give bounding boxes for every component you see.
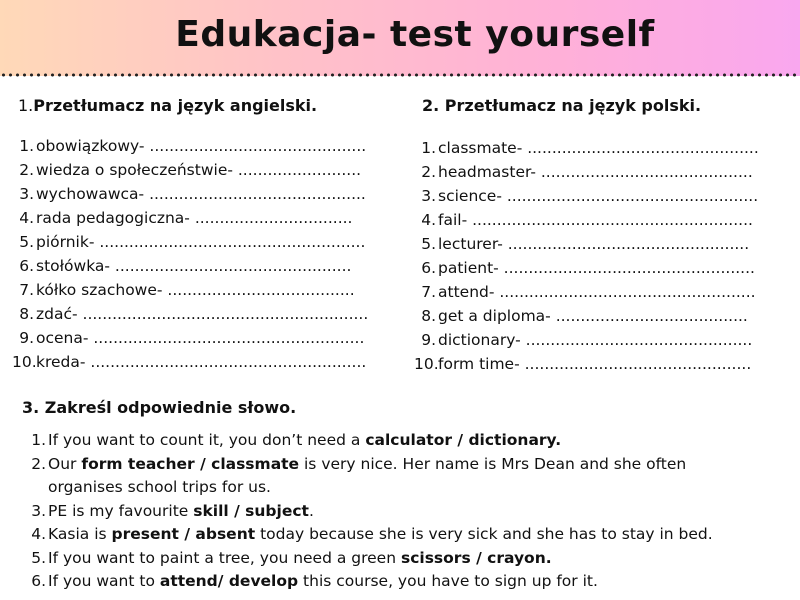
- list-item: 2. wiedza o społeczeństwie- .........................: [19, 161, 362, 179]
- section1-heading-text: Przetłumacz na język angielski.: [33, 96, 318, 115]
- section1-heading: [18, 96, 317, 115]
- list-item: 1. classmate- ...............................................: [421, 139, 759, 157]
- list-item: 7. kółko szachowe- ......................................: [19, 281, 355, 299]
- list-item: 2. Our form teacher / classmate is very nice. Her name is Mrs Dean and she often organises school trips for us.: [31, 454, 687, 496]
- list-item: 5. lecturer- .................................................: [421, 235, 750, 253]
- section3-list: [24, 429, 748, 594]
- list-item: 10. kreda- ........................................................: [12, 353, 367, 371]
- list-item: 1. If you want to count it, you don’t need a calculator / dictionary.: [31, 431, 562, 449]
- page-title: Edukacja- test yourself: [175, 14, 655, 55]
- list-item: 9. dictionary- ..............................................: [421, 331, 753, 349]
- list-item: 3. PE is my favourite skill / subject.: [31, 501, 314, 520]
- dotted-divider: [0, 72, 800, 78]
- list-item: 5. If you want to paint a tree, you need a green scissors / crayon.: [31, 548, 552, 567]
- section2-list: [414, 136, 759, 376]
- section1-list: [12, 134, 368, 374]
- list-item: 3. wychowawca- ............................................: [19, 185, 366, 203]
- list-item: 5. piórnik- ......................................................: [19, 233, 366, 251]
- list-item: 6. stołówka- ................................................: [19, 257, 352, 275]
- list-item: 9. ocena- .......................................................: [19, 329, 365, 347]
- section3-heading: 3. Zakreśl odpowiednie słowo.: [22, 398, 297, 417]
- list-item: 4. fail- .........................................................: [421, 211, 753, 229]
- list-item: 2. headmaster- ...........................................: [421, 163, 753, 181]
- list-item: 8. zdać- ..........................................................: [19, 305, 369, 323]
- list-item: 4. Kasia is present / absent today because she is very sick and she has to stay in bed.: [31, 525, 713, 543]
- list-item: 3. science- ...................................................: [421, 187, 759, 205]
- section1-number: 1.: [18, 96, 34, 115]
- section2-heading: 2. Przetłumacz na język polski.: [422, 96, 702, 115]
- list-item: 7. attend- ....................................................: [421, 283, 756, 301]
- list-item: 1. obowiązkowy- ............................................: [19, 137, 367, 155]
- list-item: 4. rada pedagogiczna- ................................: [19, 209, 353, 227]
- list-item: 10. form time- ..............................................: [414, 355, 752, 373]
- list-item: 8. get a diploma- .......................................: [421, 307, 748, 325]
- list-item: 6. patient- ...................................................: [421, 259, 755, 277]
- list-item: 6. If you want to attend/ develop this course, you have to sign up for it.: [31, 572, 598, 590]
